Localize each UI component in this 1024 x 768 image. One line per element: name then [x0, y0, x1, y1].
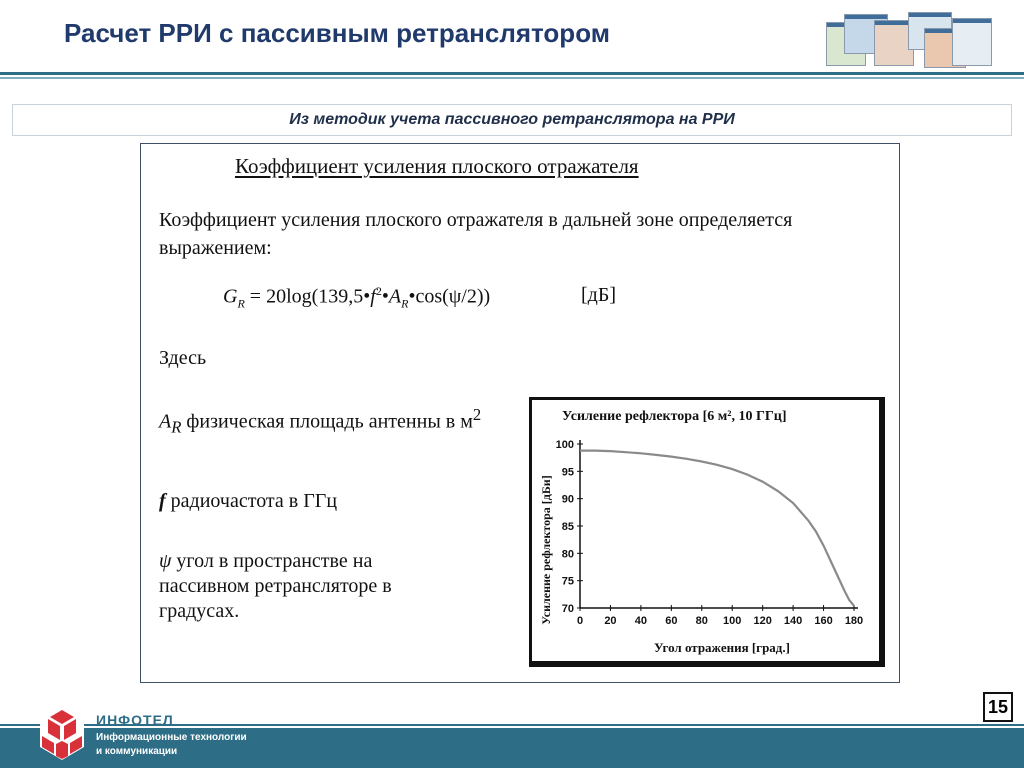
chart-svg [532, 400, 879, 661]
chart-x-axis-label: Угол отражения [град.] [654, 640, 790, 655]
def-ar-sub: R [171, 417, 182, 437]
def-f-text: радиочастота в ГГц [165, 490, 338, 512]
chart-x-tick-label: 40 [634, 615, 648, 627]
chart-y-tick-label: 75 [561, 575, 574, 588]
brand-tagline-line2: и коммуникации [96, 746, 178, 757]
gain-formula [223, 284, 490, 312]
subtitle-text: Из методик учета пассивного ретранслятора на РРИ [289, 111, 735, 128]
chart-x-tick-label: 20 [604, 615, 617, 627]
document-intro: Коэффициент усиления плоского отражателя в дальней зоне определяется выражением: [159, 209, 793, 259]
def-f-symbol: f [159, 490, 166, 512]
page-title: Расчет РРИ с пассивным ретранслятором [64, 18, 610, 48]
def-psi-symbol: ψ [159, 550, 172, 572]
here-label: Здесь [159, 347, 207, 369]
chart-y-tick-label: 90 [561, 493, 574, 506]
chart-y-tick-label: 100 [555, 439, 574, 451]
thumb-window-3 [952, 18, 992, 66]
chart-x-tick-label: 120 [753, 615, 772, 627]
def-ar-symbol: A [159, 410, 172, 433]
chart-plot-area [556, 439, 864, 627]
formula-f: f [370, 285, 376, 308]
header-screenshot-collage [826, 12, 994, 72]
formula-a-sub: R [401, 296, 409, 311]
def-psi-text: угол в пространстве на пассивном ретрансляторе в градусах. [159, 550, 392, 622]
chart-y-tick-label: 70 [561, 603, 574, 615]
document-image [140, 143, 900, 683]
chart-y-axis-label: Усиление рефлектора [дБи] [539, 475, 553, 625]
chart-x-tick-label: 60 [665, 615, 678, 627]
formula-units: [дБ] [581, 284, 616, 306]
subtitle-box [12, 104, 1012, 136]
chart-title: Усиление рефлектора [6 м², 10 ГГц] [562, 409, 787, 424]
formula-rest: •cos(ψ/2)) [408, 285, 491, 308]
reflector-gain-chart [529, 397, 885, 667]
chart-y-tick-label: 80 [561, 548, 574, 561]
document-heading: Коэффициент усиления плоского отражателя [235, 154, 639, 178]
formula-f-sup: 2 [375, 284, 382, 298]
chart-x-tick-label: 180 [844, 615, 864, 627]
infotel-logo-icon [34, 706, 90, 762]
formula-g-sub: R [237, 296, 245, 311]
formula-g: G [223, 285, 238, 308]
chart-x-tick-label: 100 [723, 615, 742, 627]
chart-y-tick-label: 85 [561, 521, 574, 533]
chart-x-tick-label: 80 [695, 615, 708, 627]
chart-x-tick-label: 140 [783, 615, 803, 627]
page-number: 15 [983, 692, 1013, 722]
formula-dot: • [381, 285, 389, 308]
def-ar-text: физическая площадь антенны в м [181, 410, 473, 433]
brand-tagline-line1: Информационные технологии [96, 732, 247, 743]
chart-x-tick-label: 0 [576, 615, 584, 627]
brand-name: ИНФОТЕЛ [96, 712, 174, 728]
definition-frequency [159, 490, 337, 513]
definition-angle [159, 549, 459, 624]
formula-a: A [388, 285, 402, 308]
header-divider [0, 72, 1024, 82]
definition-area [159, 402, 524, 441]
chart-y-tick-label: 95 [561, 466, 574, 479]
chart-x-tick-label: 160 [814, 615, 833, 627]
chart-series-line [580, 451, 854, 606]
formula-eq: = 20log(139,5• [244, 285, 371, 308]
def-ar-sup: 2 [472, 405, 482, 424]
